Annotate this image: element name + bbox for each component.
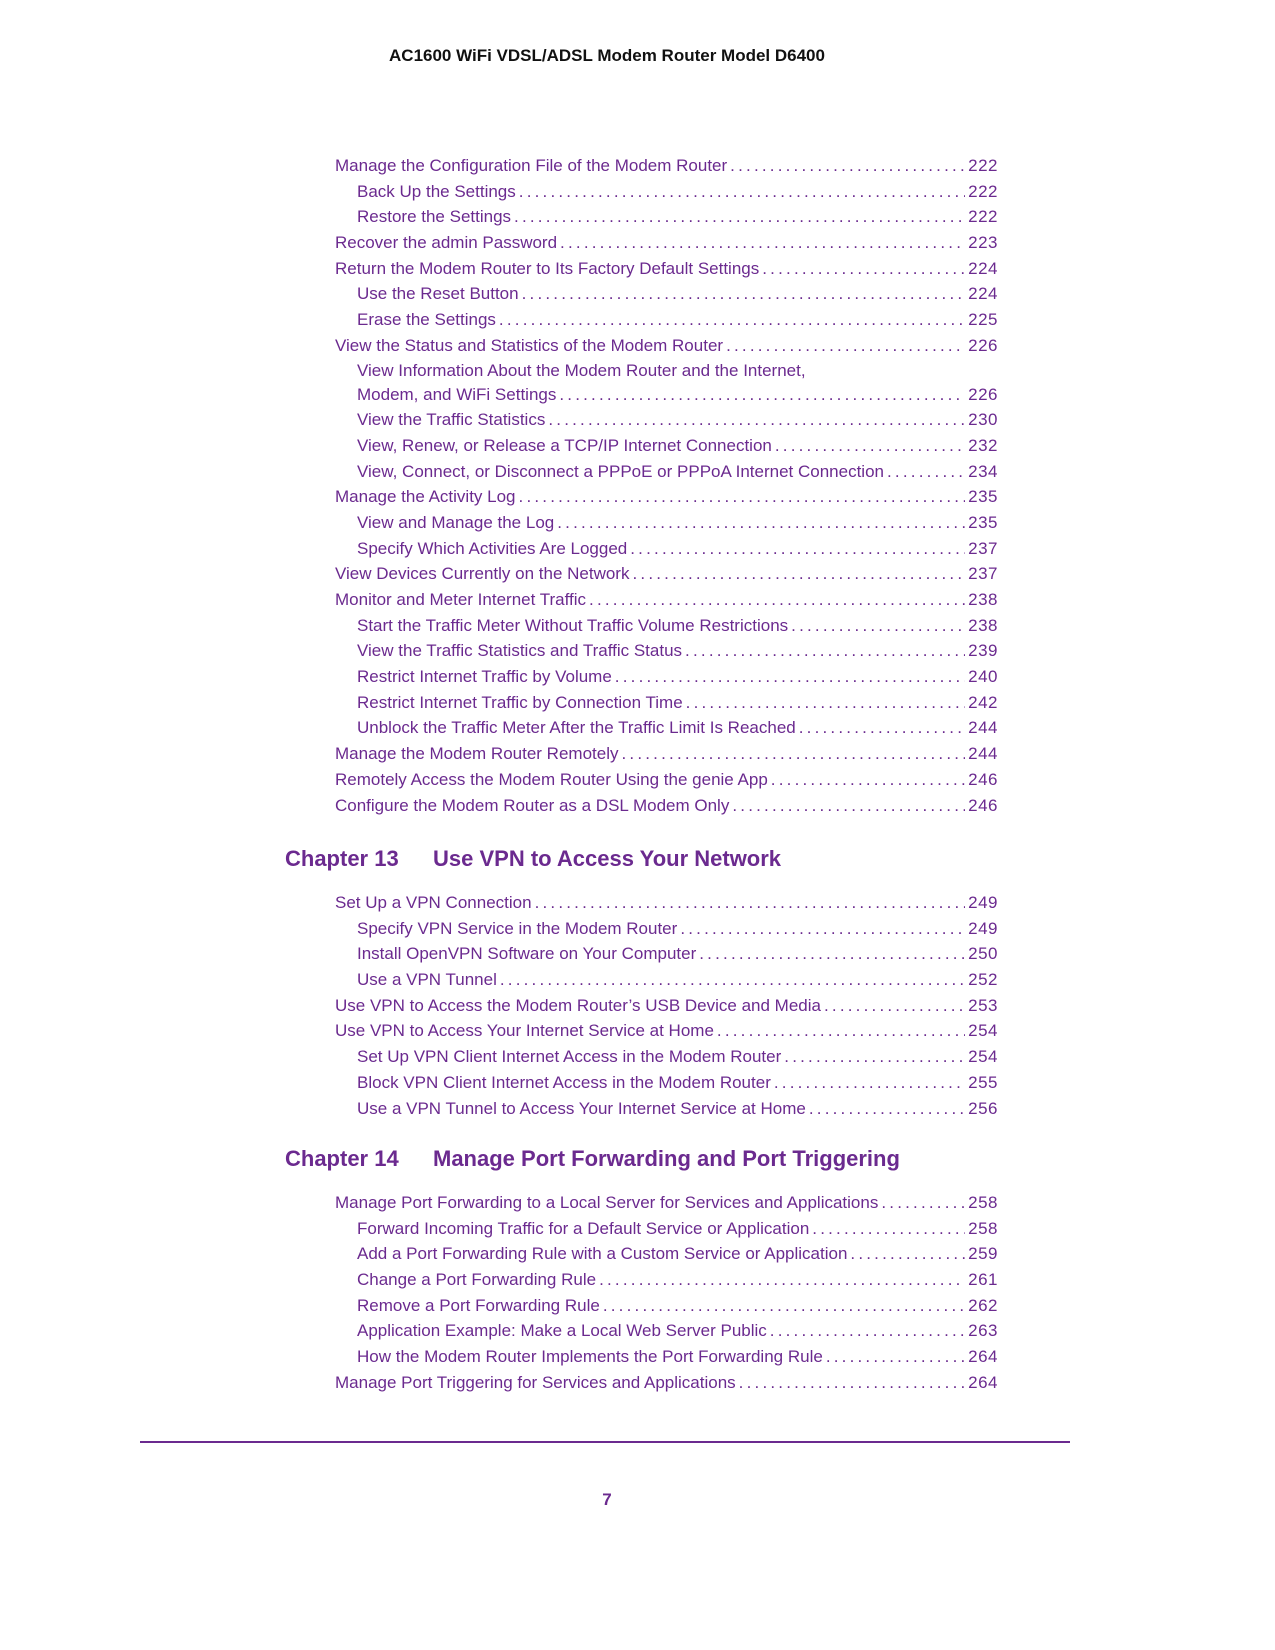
toc-entry-page[interactable]: 238 [968, 590, 998, 609]
toc-entry[interactable] [335, 741, 998, 767]
toc-entry-page[interactable]: 256 [968, 1098, 998, 1118]
toc-entry-title[interactable]: View Devices Currently on the Network [335, 564, 630, 584]
toc-entry[interactable] [335, 967, 998, 993]
footer-divider [140, 1441, 1070, 1443]
toc-entry-title[interactable]: Block VPN Client Internet Access in the Modem Router [357, 1072, 771, 1092]
toc-entry-page[interactable]: 249 [968, 893, 998, 912]
dot-leader [615, 664, 965, 690]
toc-entry-title[interactable]: Add a Port Forwarding Rule with a Custom Service or Application [357, 1244, 848, 1264]
toc-entry-title[interactable]: Unblock the Traffic Meter After the Traffic Limit Is Reached [357, 718, 796, 738]
toc-entry[interactable] [335, 767, 998, 793]
toc-entry-title[interactable]: Set Up VPN Client Internet Access in the Modem Router [357, 1047, 782, 1067]
running-header: AC1600 WiFi VDSL/ADSL Modem Router Model D6400 [389, 46, 825, 65]
toc-entry[interactable] [335, 459, 998, 485]
toc-entry[interactable] [335, 890, 998, 916]
toc-entry-title[interactable]: Restrict Internet Traffic by Connection Time [357, 692, 683, 712]
toc-entry[interactable] [335, 153, 998, 179]
toc-entry[interactable] [335, 715, 998, 741]
toc-entry-page[interactable]: 222 [968, 156, 998, 175]
dot-leader [680, 916, 965, 942]
toc-entry-page[interactable]: 237 [968, 564, 998, 584]
dot-leader [535, 890, 966, 916]
toc-entry-page[interactable]: 246 [968, 769, 998, 789]
dot-leader [500, 967, 965, 993]
dot-leader [557, 510, 965, 536]
dot-leader [775, 433, 965, 459]
toc-entry[interactable] [335, 916, 998, 942]
toc-entry-title[interactable]: View the Status and Statistics of the Modem Router [335, 335, 724, 355]
toc-entry-title[interactable]: How the Modem Router Implements the Port Forwarding Rule [357, 1347, 823, 1367]
toc-entry-page[interactable]: 250 [968, 944, 998, 964]
toc-entry[interactable] [335, 307, 998, 333]
toc-entry-title[interactable]: Manage Port Forwarding to a Local Server for Services and Applications [335, 1193, 879, 1212]
toc-entry-page[interactable]: 244 [968, 744, 998, 764]
dot-leader [799, 715, 965, 741]
toc-entry[interactable] [335, 204, 998, 230]
dot-leader [771, 767, 965, 793]
toc-entry-title[interactable]: Manage the Configuration File of the Modem Router [335, 156, 728, 175]
toc-entry-page[interactable]: 238 [968, 615, 998, 635]
toc-entry-page[interactable]: 232 [968, 435, 998, 455]
toc-entry-title[interactable]: Recover the admin Password [335, 233, 558, 253]
toc-entry-page[interactable]: 259 [968, 1244, 998, 1264]
toc-entry[interactable] [335, 1096, 998, 1122]
dot-leader [519, 179, 965, 205]
chapter-number: Chapter 13 [285, 846, 399, 871]
dot-leader [824, 993, 965, 1019]
toc-entry-title-line[interactable]: View Information About the Modem Router and the Internet, [357, 360, 806, 380]
toc-entry-title[interactable]: Restrict Internet Traffic by Volume [357, 667, 612, 687]
toc-entry[interactable] [335, 256, 998, 282]
dot-leader [770, 1318, 965, 1344]
toc-entry-title[interactable]: Modem, and WiFi Settings [357, 384, 557, 404]
toc-entry-title[interactable]: Install OpenVPN Software on Your Computer [357, 944, 697, 964]
toc-entry-page[interactable]: 253 [968, 995, 998, 1015]
toc-entry[interactable] [335, 690, 998, 716]
toc-entry[interactable] [335, 587, 998, 613]
toc-entry[interactable] [335, 536, 998, 562]
dot-leader [559, 382, 965, 408]
toc-entry-title[interactable]: Forward Incoming Traffic for a Default Service or Application [357, 1218, 810, 1238]
toc-entry[interactable] [335, 1216, 998, 1242]
toc-entry-page[interactable]: 255 [968, 1072, 998, 1092]
toc-entry-page[interactable]: 225 [968, 310, 998, 330]
toc-entry[interactable] [335, 1267, 998, 1293]
chapter-heading [285, 1146, 900, 1172]
toc-entry-title[interactable]: Specify VPN Service in the Modem Router [357, 918, 678, 938]
chapter-number: Chapter 14 [285, 1146, 399, 1171]
toc-entry-title[interactable]: Start the Traffic Meter Without Traffic Volume Restrictions [357, 615, 789, 635]
dot-leader [812, 1216, 965, 1242]
toc-entry-title[interactable]: View, Connect, or Disconnect a PPPoE or PPPoA Internet Connection [357, 461, 884, 481]
toc-entry-page[interactable]: 234 [968, 461, 998, 481]
toc-entry-page[interactable]: 258 [968, 1218, 998, 1238]
toc-entry[interactable] [335, 1370, 998, 1396]
dot-leader [522, 281, 966, 307]
toc-entry-title[interactable]: Back Up the Settings [357, 181, 516, 201]
toc-entry-title[interactable]: View, Renew, or Release a TCP/IP Internet Connection [357, 435, 772, 455]
toc-entry[interactable] [335, 1018, 998, 1044]
toc-entry-page[interactable]: 244 [968, 718, 998, 738]
toc-entry[interactable] [335, 407, 998, 433]
toc-entry-page[interactable]: 222 [968, 181, 998, 201]
toc-entry[interactable] [335, 1318, 998, 1344]
dot-leader [739, 1370, 965, 1396]
dot-leader [850, 1241, 965, 1267]
chapter-title[interactable]: Use VPN to Access Your Network [433, 846, 782, 871]
toc-block [335, 1190, 998, 1396]
toc-entry-title[interactable]: View the Traffic Statistics [357, 410, 546, 430]
toc-entry-page[interactable]: 261 [968, 1270, 998, 1290]
dot-leader [762, 256, 965, 282]
toc-entry-page[interactable]: 226 [968, 384, 998, 404]
toc-entry-title[interactable]: Use the Reset Button [357, 284, 519, 304]
toc-entry-title[interactable]: Use a VPN Tunnel to Access Your Internet Service at Home [357, 1098, 806, 1118]
toc-entry-title[interactable]: Manage Port Triggering for Services and Applications [335, 1372, 736, 1392]
dot-leader [826, 1344, 965, 1370]
chapter-title[interactable]: Manage Port Forwarding and Port Triggering [433, 1146, 900, 1171]
toc-entry-title[interactable]: Remove a Port Forwarding Rule [357, 1295, 600, 1315]
toc-entry[interactable] [335, 793, 998, 819]
toc-entry[interactable] [335, 433, 998, 459]
toc-entry[interactable] [335, 1241, 998, 1267]
toc-entry-title[interactable]: View the Traffic Statistics and Traffic Status [357, 641, 683, 661]
toc-entry-page[interactable]: 264 [968, 1372, 998, 1392]
toc-entry-title[interactable]: Manage the Activity Log [335, 487, 516, 507]
toc-entry-page[interactable]: 237 [968, 538, 998, 558]
toc-entry-page[interactable]: 235 [968, 512, 998, 532]
dot-leader [630, 536, 965, 562]
toc-entry[interactable] [335, 1070, 998, 1096]
toc-entry[interactable] [335, 1293, 998, 1319]
toc-entry[interactable] [335, 561, 998, 587]
toc-entry[interactable] [335, 333, 998, 359]
dot-leader [599, 1267, 965, 1293]
toc-entry-page[interactable]: 235 [968, 487, 998, 507]
dot-leader [589, 587, 965, 613]
dot-leader [514, 204, 965, 230]
dot-leader [685, 638, 965, 664]
toc-entry[interactable] [335, 382, 998, 408]
toc-entry-page[interactable]: 239 [968, 641, 998, 661]
toc-entry[interactable] [335, 230, 998, 256]
toc-entry-title[interactable]: Use VPN to Access Your Internet Service at Home [335, 1021, 714, 1041]
dot-leader [732, 793, 965, 819]
toc-entry-title[interactable]: Specify Which Activities Are Logged [357, 538, 628, 558]
dot-leader [548, 407, 965, 433]
toc-entry-title[interactable]: Manage the Modem Router Remotely [335, 744, 619, 764]
toc-entry-page[interactable]: 242 [968, 692, 998, 712]
dot-leader [784, 1044, 965, 1070]
toc-entry[interactable] [335, 281, 998, 307]
page-number: 7 [602, 1490, 612, 1509]
toc-entry[interactable] [335, 179, 998, 205]
toc-entry-page[interactable]: 230 [968, 410, 998, 430]
dot-leader [881, 1190, 965, 1216]
toc-entry[interactable] [335, 1044, 998, 1070]
toc-entry-page[interactable]: 222 [968, 207, 998, 227]
toc-entry-page[interactable]: 240 [968, 667, 998, 687]
toc-entry[interactable] [335, 664, 998, 690]
dot-leader [560, 230, 965, 256]
toc-entry[interactable] [335, 638, 998, 664]
dot-leader [774, 1070, 965, 1096]
dot-leader [887, 459, 965, 485]
dot-leader [603, 1293, 965, 1319]
toc-entry-title[interactable]: Change a Port Forwarding Rule [357, 1270, 597, 1290]
dot-leader [809, 1096, 965, 1122]
chapter-heading [285, 846, 781, 872]
toc-entry-page[interactable]: 258 [968, 1193, 998, 1212]
toc-entry-title[interactable]: Set Up a VPN Connection [335, 893, 532, 912]
toc-entry-title[interactable]: Return the Modem Router to Its Factory Default Settings [335, 258, 760, 278]
toc-entry-page[interactable]: 226 [968, 335, 998, 355]
toc-entry-title[interactable]: Configure the Modem Router as a DSL Modem Only [335, 795, 730, 815]
toc-entry-page[interactable]: 224 [968, 258, 998, 278]
toc-block [335, 890, 998, 1121]
toc-entry-title[interactable]: Use VPN to Access the Modem Router’s USB Device and Media [335, 995, 821, 1015]
dot-leader [499, 307, 965, 333]
dot-leader [730, 153, 965, 179]
toc-entry-title[interactable]: View and Manage the Log [357, 512, 555, 532]
toc-entry[interactable] [335, 941, 998, 967]
toc-entry-title[interactable]: Application Example: Make a Local Web Server Public [357, 1321, 767, 1341]
toc-entry-title[interactable]: Erase the Settings [357, 310, 496, 330]
toc-entry[interactable] [335, 613, 998, 639]
toc-entry-title[interactable]: Monitor and Meter Internet Traffic [335, 590, 587, 609]
toc-entry-page[interactable]: 246 [968, 795, 998, 815]
dot-leader [686, 690, 965, 716]
dot-leader [791, 613, 965, 639]
toc-entry-title[interactable]: Restore the Settings [357, 207, 512, 227]
toc-entry-page[interactable]: 254 [968, 1047, 998, 1067]
dot-leader [699, 941, 965, 967]
dot-leader [519, 484, 966, 510]
dot-leader [621, 741, 965, 767]
toc-entry[interactable] [335, 1344, 998, 1370]
toc-entry[interactable] [335, 1190, 998, 1216]
toc-entry[interactable] [335, 484, 998, 510]
toc-entry-page[interactable]: 263 [968, 1321, 998, 1341]
toc-entry[interactable] [335, 510, 998, 536]
toc-entry-page[interactable]: 224 [968, 284, 998, 304]
toc-entry-page[interactable]: 262 [968, 1295, 998, 1315]
dot-leader [717, 1018, 965, 1044]
toc-entry-page[interactable]: 223 [968, 233, 998, 253]
toc-entry-page[interactable]: 252 [968, 970, 998, 990]
toc-entry-title[interactable]: Remotely Access the Modem Router Using the genie App [335, 769, 768, 789]
toc-entry[interactable] [335, 993, 998, 1019]
dot-leader [726, 333, 965, 359]
toc-entry-page[interactable]: 264 [968, 1347, 998, 1367]
toc-entry-page[interactable]: 249 [968, 918, 998, 938]
dot-leader [632, 561, 965, 587]
toc-entry-title[interactable]: Use a VPN Tunnel [357, 970, 497, 990]
toc-entry-page[interactable]: 254 [968, 1021, 998, 1041]
toc-block [335, 153, 998, 818]
